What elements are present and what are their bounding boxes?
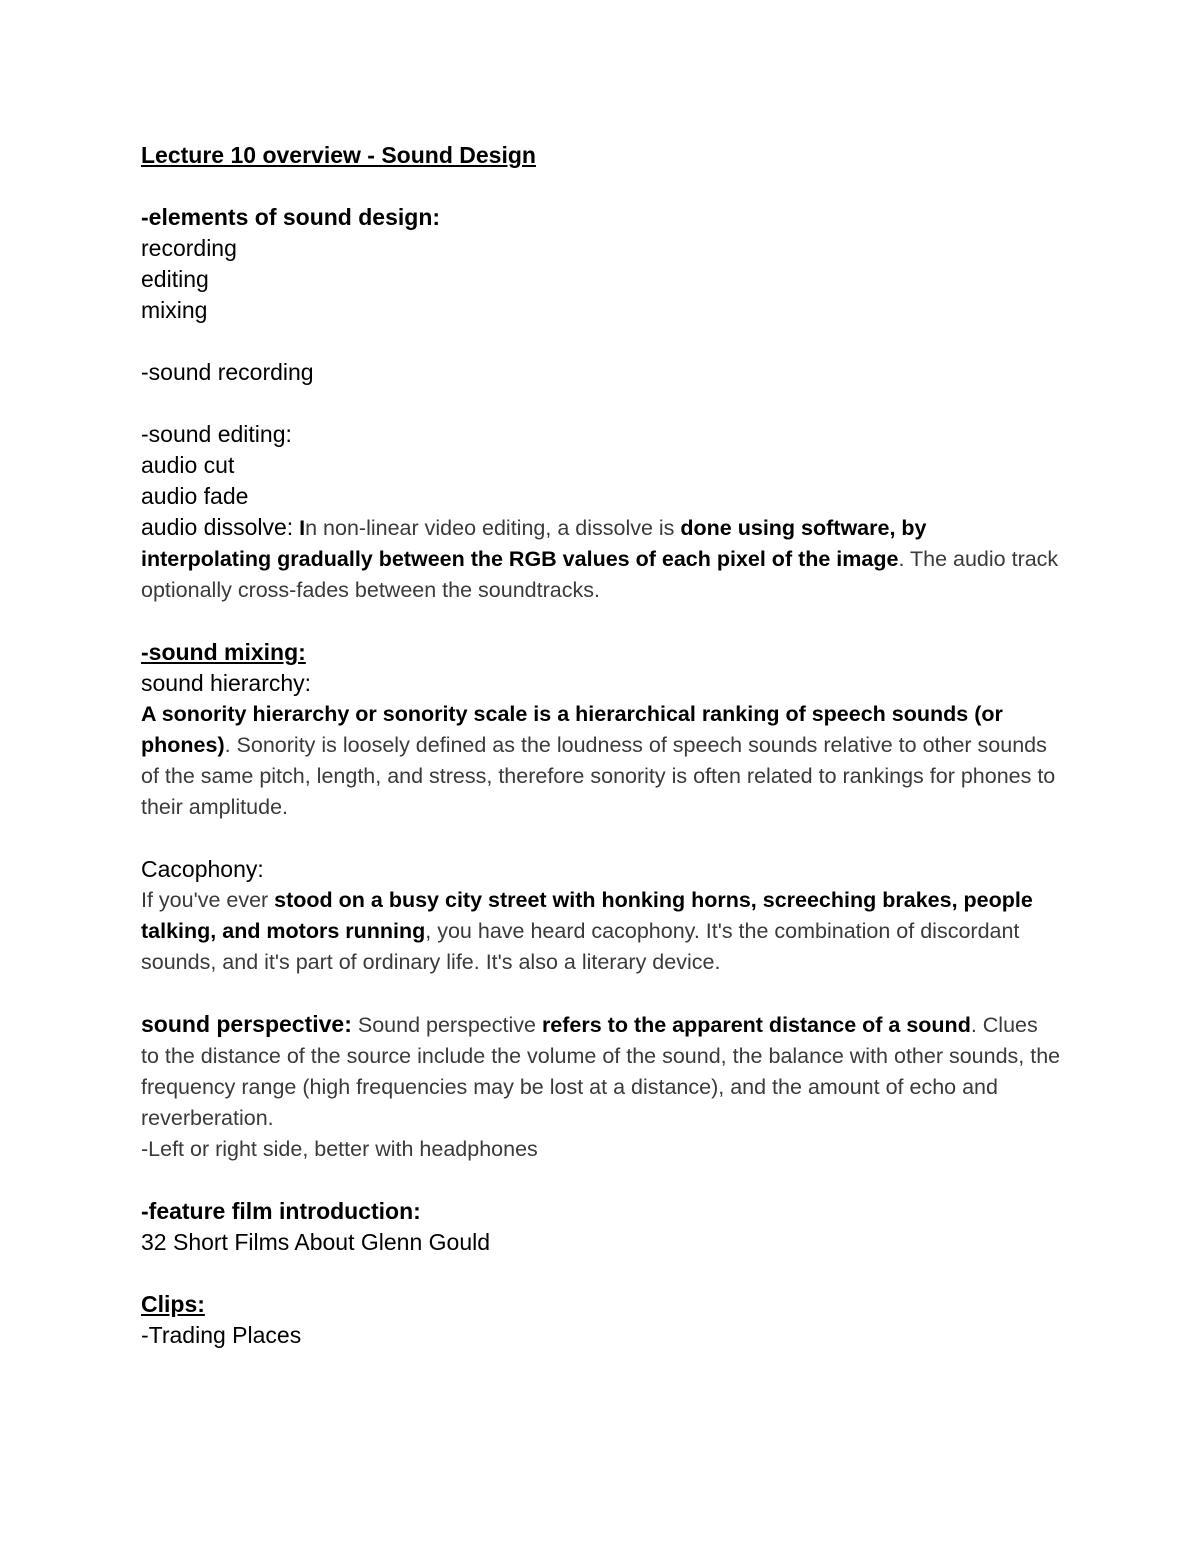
feature-heading: -feature film introduction:	[141, 1198, 421, 1224]
dissolve-text-2: . The audio track optionally cross-fades between the soundtracks.	[141, 547, 1059, 602]
perspective-text-1: Sound perspective	[351, 1013, 542, 1037]
hierarchy-label: sound hierarchy:	[141, 670, 312, 696]
dissolve-text-1: n non-linear video editing, a dissolve is	[305, 516, 681, 540]
hierarchy-bold-1: A sonority hierarchy or sonority scale is a hierarchical ranking of speech sounds (or phones)	[141, 702, 1003, 757]
cacophony-text-1: If you've ever	[141, 888, 275, 912]
list-item: audio cut	[141, 452, 235, 478]
cacophony-label: Cacophony:	[141, 856, 264, 882]
dissolve-bold-1: done using software, by interpolating gradually between the RGB values of each pixel of the image	[141, 516, 927, 571]
elements-heading: -elements of sound design:	[141, 204, 441, 230]
list-item: editing	[141, 266, 209, 292]
perspective-bold-1: refers to the apparent distance of a sound	[541, 1013, 971, 1037]
list-item: recording	[141, 235, 237, 261]
dissolve-paragraph	[141, 512, 1061, 606]
document-page	[141, 140, 1061, 1351]
clips-heading: Clips:	[141, 1291, 205, 1317]
feature-film-title: 32 Short Films About Glenn Gould	[141, 1229, 491, 1255]
list-item: mixing	[141, 297, 208, 323]
perspective-text-2: . Clues to the distance of the source include the volume of the sound, the balance with other sounds, the frequency range (high frequencies may be lost at a distance), and the amount of echo and reverberation.	[141, 1013, 1061, 1130]
dissolve-label: audio dissolve:	[141, 514, 294, 540]
cacophony-bold-1: stood on a busy city street with honking horns, screeching brakes, people talking, and motors running	[141, 888, 1033, 943]
perspective-paragraph	[141, 1009, 1061, 1134]
perspective-note: -Left or right side, better with headphones	[141, 1137, 538, 1161]
cacophony-text-2: , you have heard cacophony. It's the combination of discordant sounds, and it's part of ordinary life. It's also a literary device.	[141, 919, 1020, 974]
cacophony-paragraph	[141, 885, 1061, 978]
perspective-label: sound perspective:	[141, 1011, 352, 1037]
recording-heading: -sound recording	[141, 359, 314, 385]
mixing-heading: -sound mixing:	[141, 639, 306, 665]
editing-heading: -sound editing:	[141, 421, 292, 447]
page-title: Lecture 10 overview - Sound Design	[141, 142, 536, 168]
hierarchy-paragraph	[141, 699, 1061, 823]
list-item: -Trading Places	[141, 1322, 302, 1348]
hierarchy-text-1: . Sonority is loosely defined as the loudness of speech sounds relative to other sounds of the same pitch, length, and stress, therefore sonority is often related to rankings for phones to their amplitude.	[141, 733, 1056, 819]
dissolve-lead: I	[299, 516, 306, 540]
list-item: audio fade	[141, 483, 249, 509]
